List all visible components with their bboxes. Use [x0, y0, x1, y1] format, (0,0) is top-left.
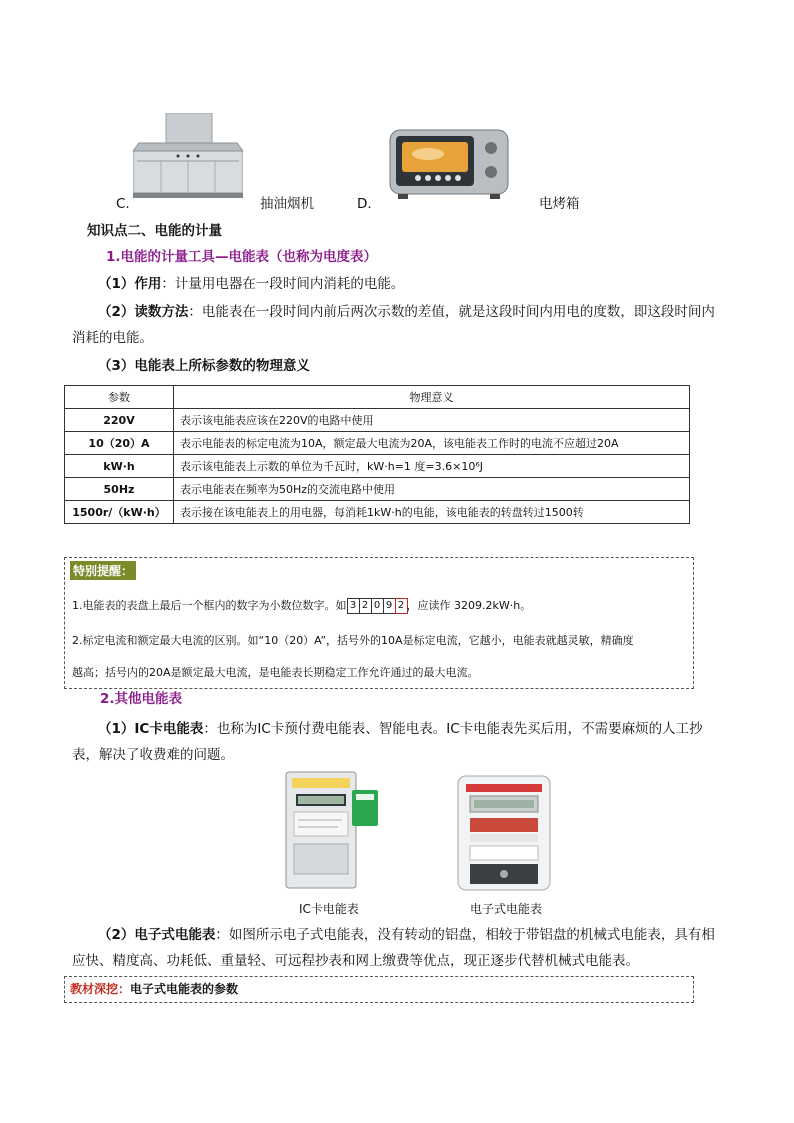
table-row [65, 455, 690, 478]
table-header-meaning: 物理意义 [174, 386, 690, 409]
reminder-line-1-a: 1.电能表的表盘上最后一个框内的数字为小数位数字。如 [72, 599, 347, 612]
table-row [65, 432, 690, 455]
item-reading-method [72, 299, 724, 351]
subsection-title-other: 2.其他电能表 [100, 691, 183, 707]
option-d-label: D. [357, 196, 372, 212]
section-title: 知识点二、电能的计量 [87, 223, 222, 239]
ic-meter-label: （1）IC卡电能表 [98, 721, 204, 737]
option-c-label: C. [116, 196, 130, 212]
electronic-meter-paragraph [72, 922, 724, 974]
electric-oven-image [388, 126, 510, 200]
textbook-text: 电子式电能表的参数 [130, 982, 239, 996]
meter-digits [347, 599, 407, 612]
figure-caption-electronic-meter: 电子式电能表 [470, 902, 543, 916]
table-cell-meaning: 表示该电能表上示数的单位为千瓦时，kW·h=1 度=3.6×10⁶J [174, 455, 690, 478]
option-c-name: 抽油烟机 [260, 196, 314, 212]
electronic-meter-image [456, 774, 552, 892]
item-function [98, 274, 404, 294]
table-cell-meaning: 表示电能表在频率为50Hz的交流电路中使用 [174, 478, 690, 501]
table-cell-param: 220V [65, 409, 174, 432]
reminder-tag: 特别提醒： [70, 561, 136, 580]
ic-meter-paragraph [72, 716, 724, 768]
table-cell-param: 50Hz [65, 478, 174, 501]
ic-meter-text: ：也称为IC卡预付费电能表、智能电表。IC卡电能表先买后用，不需要麻烦的人工抄表，解决了收费难的问题。 [72, 721, 703, 763]
table-row [65, 409, 690, 432]
table-header-row [65, 386, 690, 409]
table-row [65, 478, 690, 501]
electronic-meter-label: （2）电子式电能表 [98, 927, 216, 943]
electronic-meter-text: ：如图所示电子式电能表，没有转动的铝盘，相较于带铝盘的机械式电能表，具有相应快、精度高、功耗低、重量轻、可远程抄表和网上缴费等优点，现正逐步代替机械式电能表。 [72, 927, 715, 969]
params-table [64, 385, 690, 524]
subsection-title-meter: 1.电能的计量工具—电能表（也称为电度表） [106, 249, 378, 265]
item-params-heading: （3）电能表上所标参数的物理意义 [98, 358, 310, 374]
table-cell-param: 1500r/（kW·h） [65, 501, 174, 524]
table-cell-meaning: 表示电能表的标定电流为10A，额定最大电流为20A，该电能表工作时的电流不应超过20A [174, 432, 690, 455]
reminder-line-1-b: ，应读作 3209.2kW·h。 [406, 599, 532, 612]
table-cell-meaning: 表示接在该电能表上的用电器，每消耗1kW·h的电能，该电能表的转盘转过1500转 [174, 501, 690, 524]
item-function-label: （1）作用 [98, 276, 162, 292]
table-header-param: 参数 [65, 386, 174, 409]
meter-digit-decimal: 2 [395, 598, 408, 614]
reminder-line-3: 越高；括号内的20A是额定最大电流，是电能表长期稳定工作允许通过的最大电流。 [72, 666, 479, 679]
table-cell-meaning: 表示该电能表应该在220V的电路中使用 [174, 409, 690, 432]
meter-digit: 9 [383, 598, 396, 614]
item-reading-label: （2）读数方法 [98, 304, 189, 320]
table-cell-param: 10（20）A [65, 432, 174, 455]
meter-digit: 2 [359, 598, 372, 614]
range-hood-image [133, 113, 243, 198]
ic-card-meter-image [282, 770, 380, 892]
item-function-text: ：计量用电器在一段时间内消耗的电能。 [161, 276, 405, 292]
item-reading-text: ：电能表在一段时间内前后两次示数的差值，就是这段时间内用电的度数，即这段时间内消耗的电能。 [72, 304, 715, 346]
reminder-line-1 [72, 597, 531, 615]
meter-digit: 0 [371, 598, 384, 614]
textbook-line [70, 980, 238, 997]
option-d-name: 电烤箱 [539, 196, 580, 212]
table-row [65, 501, 690, 524]
reminder-line-2: 2.标定电流和额定最大电流的区别。如“10（20）A”，括号外的10A是标定电流，它越小，电能表就越灵敏，精确度 [72, 634, 634, 647]
table-cell-param: kW·h [65, 455, 174, 478]
figure-caption-ic-meter: IC卡电能表 [299, 902, 359, 916]
meter-digit: 3 [347, 598, 360, 614]
textbook-tag: 教材深挖： [70, 982, 131, 996]
